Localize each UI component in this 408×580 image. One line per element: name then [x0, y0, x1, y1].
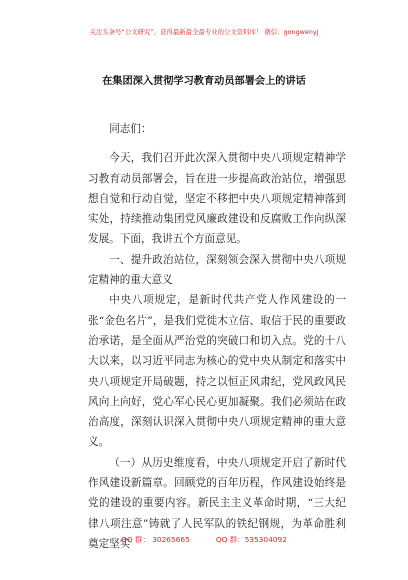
paragraph-history: （一）从历史维度看，中央八项规定开启了新时代作风建设新篇章。回顾党的百年历程，作风建设始终是党的建设的重要内容。新民主主义革命时期，“三大纪律八项注意”铸就了人民军队的铁纪钢规，为革命胜利奠定坚实: [88, 456, 346, 550]
document-body: [88, 119, 346, 554]
footer: [0, 534, 408, 545]
paragraph-intro: 今天，我们召开此次深入贯彻中央八项规定精神学习教育动员部署会，旨在进一步提高政治站位，增强思想自觉和行动自觉，坚定不移把中央八项规定精神落到实处，持续推动集团党风廉政建设和反腐败工作向纵深发展。下面，我讲五个方面意见。: [88, 152, 346, 246]
footer-qq-group-2: QQ 群：535304092: [215, 535, 287, 544]
header-banner: 关注头条号“公文研究”，获得最新最全最专业的公文资料库！ 微信：gongwenyj: [89, 28, 319, 36]
document-title: 在集团深入贯彻学习教育动员部署会上的讲话: [102, 76, 306, 87]
greeting: 同志们：: [109, 123, 152, 135]
section-heading-1: 一、提升政治站位，深刻领会深入贯彻中央八项规定精神的重大意义: [88, 253, 346, 287]
footer-qq-group-1: QQ 群： 30265665: [121, 535, 190, 544]
paragraph-significance: 中央八项规定，是新时代共产党人作风建设的一张“金色名片”，是我们党徙木立信、取信于民的重要政治承诺，是全面从严治党的突破口和切入点。党的十八大以来，以习近平同志为核心的党中央从制定和落实中央八项规定开局破题，持之以恒正风肃纪，党风政风民风向上向好，党心军心民心更加凝聚。我们必须站在政治高度，深刻认识深入贯彻中央八项规定精神的重大意义。: [88, 294, 346, 449]
